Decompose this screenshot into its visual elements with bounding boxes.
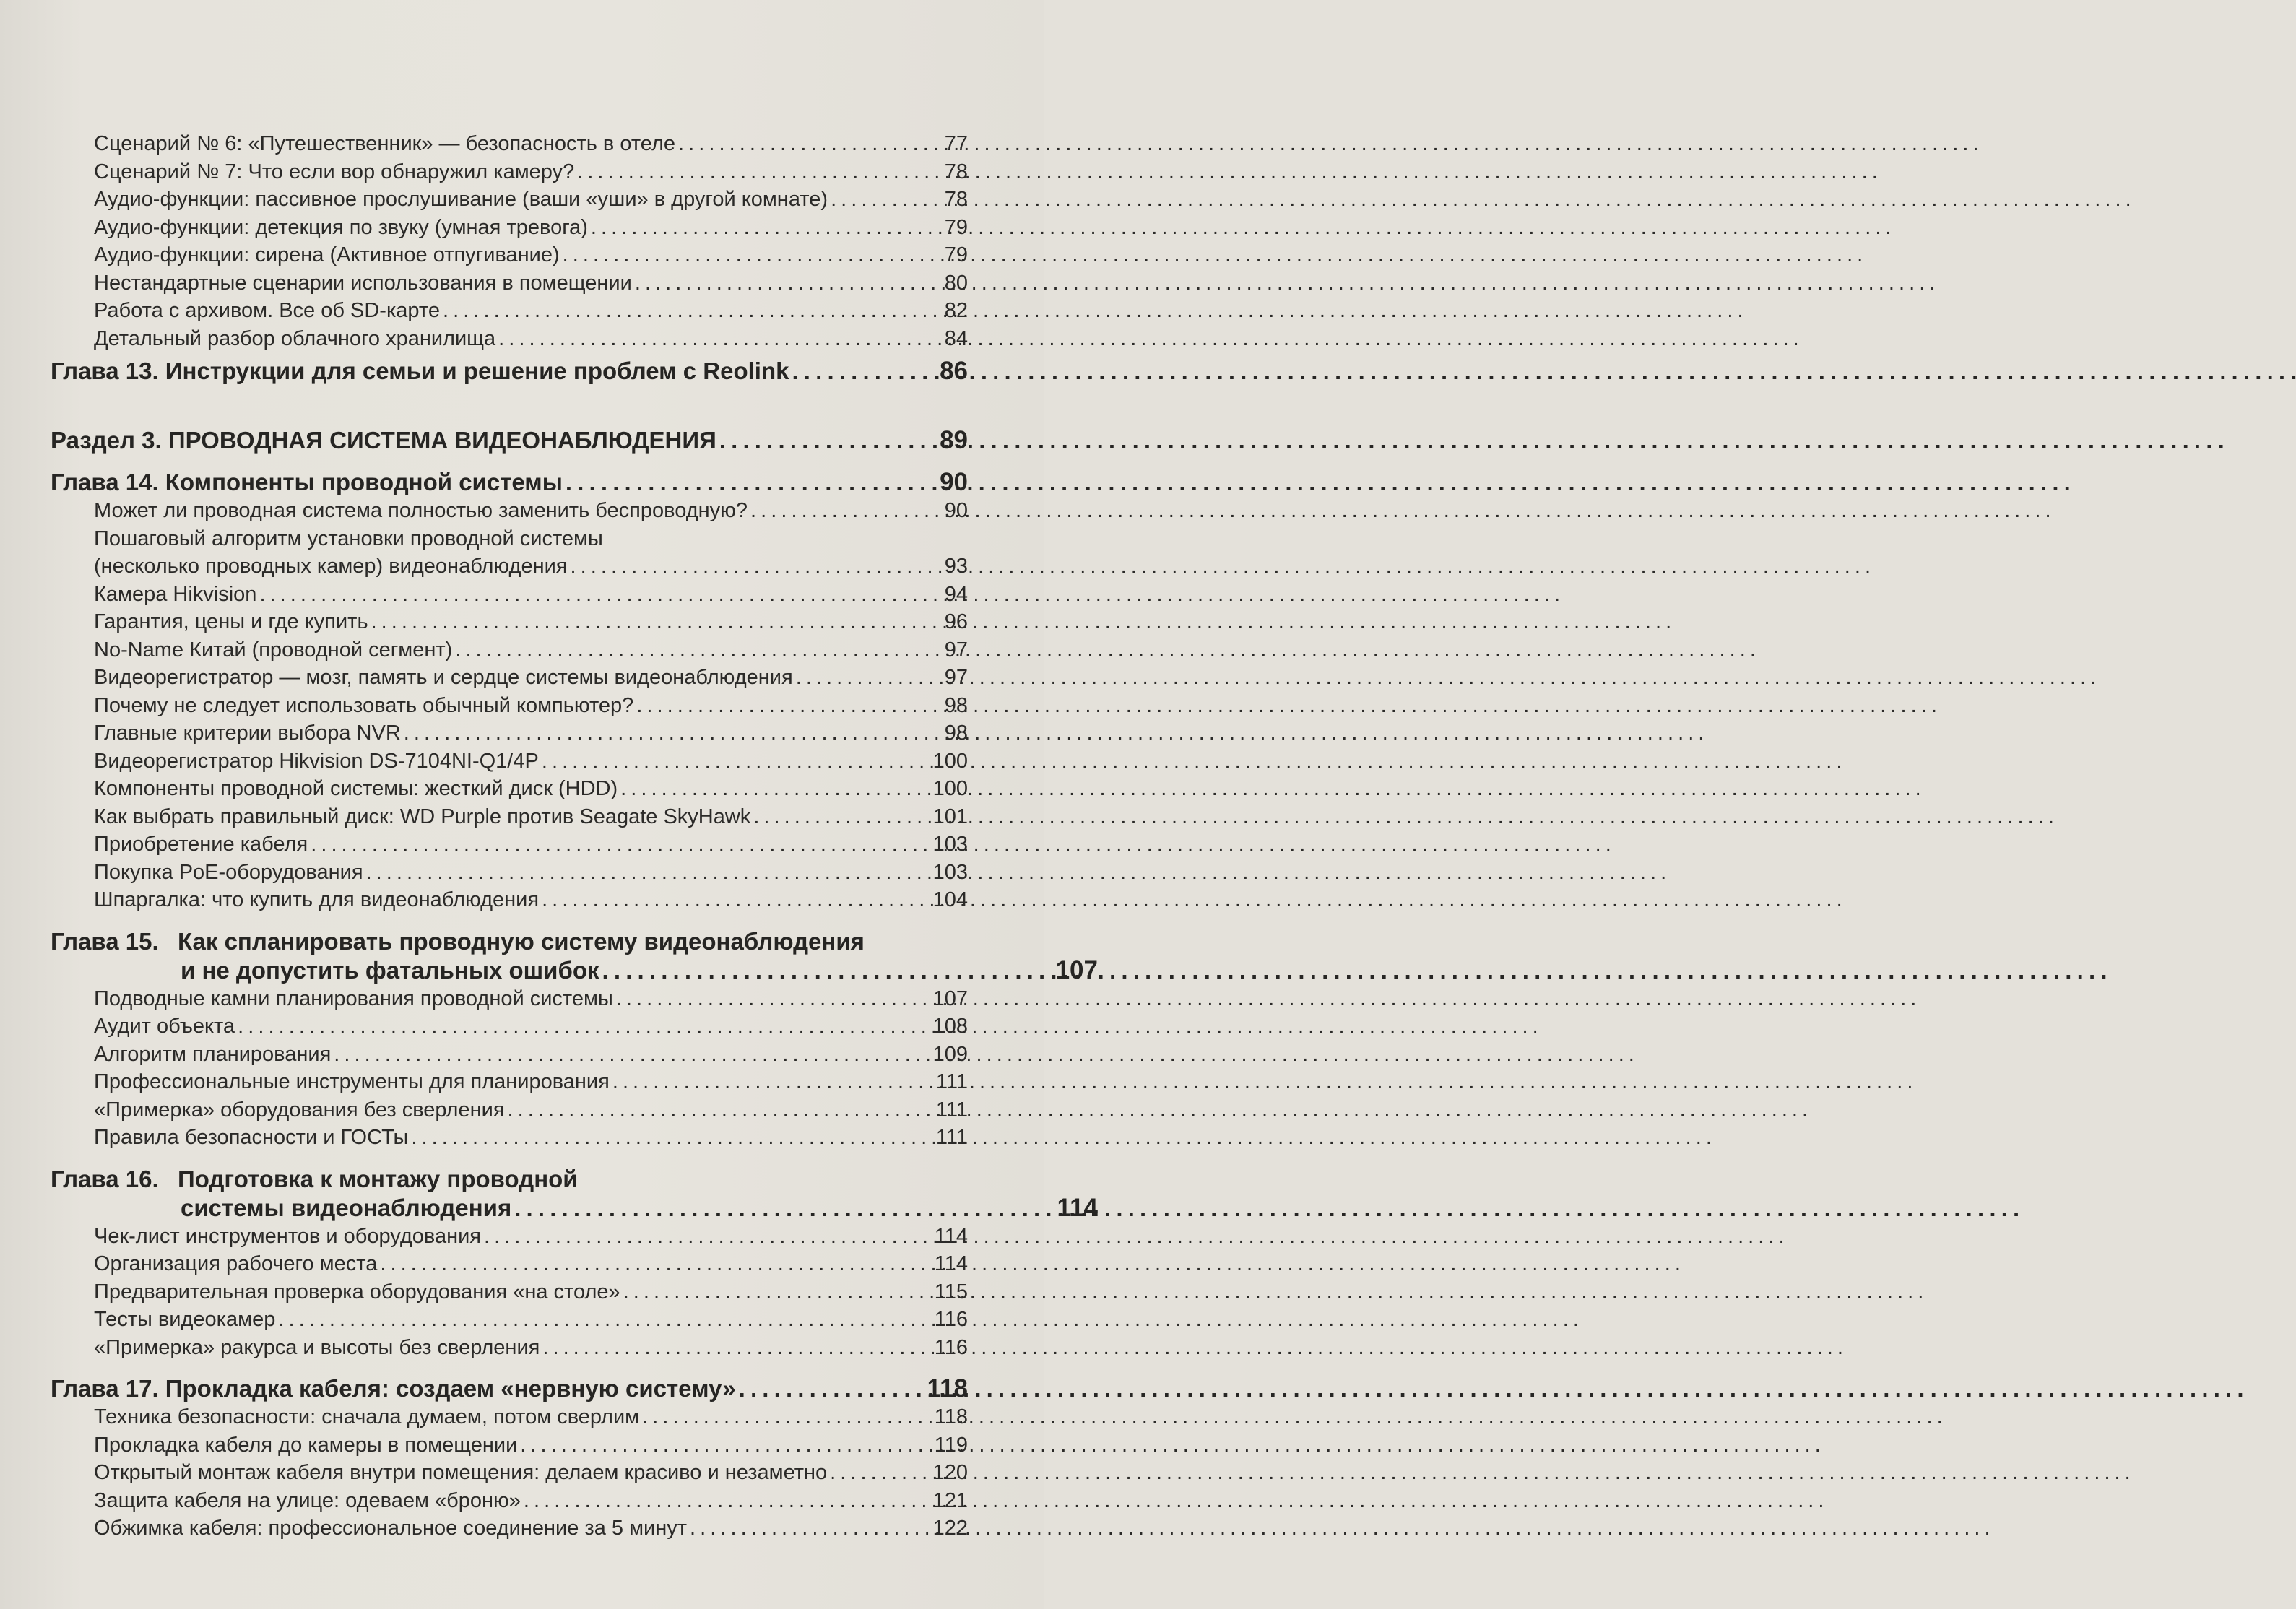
toc-item-title: Может ли проводная система полностью заменить беспроводную? [94,499,748,522]
toc-item [51,1487,968,1515]
dot-leader [616,985,929,1013]
toc-item-page: 104 [932,888,968,911]
toc-item-title: Аудио-функции: сирена (Активное отпугивание) [94,243,560,266]
chapter-page: 90 [940,468,968,496]
toc-item [51,1223,968,1251]
toc-item [51,803,968,831]
chapter-heading [51,1165,1098,1223]
toc-item-title: Гарантия, цены и где купить [94,610,368,633]
dot-leader [591,214,929,242]
dot-leader [278,1306,929,1334]
chapter-page: 114 [1057,1193,1098,1222]
toc-item [51,130,968,158]
dot-leader [690,1514,929,1543]
dot-leader [404,719,929,747]
toc-item-title: Защита кабеля на улице: одеваем «броню» [94,1488,521,1512]
toc-item-page: 79 [944,215,968,239]
toc-item [51,608,968,636]
chapter-title: Глава 13. Инструкции для семьи и решение проблем с Reolink [51,357,789,384]
toc-item [51,830,968,859]
toc-item-page: 96 [944,610,968,633]
dot-leader [311,830,929,859]
toc-item-page: 122 [932,1517,968,1540]
toc-item-page: 80 [944,271,968,295]
toc-item [51,886,968,914]
chapter-heading [51,357,968,386]
dot-leader [508,1096,929,1124]
toc-item-title: Прокладка кабеля до камеры в помещении [94,1433,518,1457]
toc-item-page: 90 [944,499,968,522]
toc-item-page: 103 [932,860,968,884]
dot-leader [443,297,929,325]
chapter-title-line1: Как спланировать проводную систему видеонаблюдения [178,927,865,955]
toc-item-page: 116 [934,1335,968,1359]
toc-item [51,1306,968,1334]
toc-item-page: 109 [932,1042,968,1066]
toc-item [51,158,968,186]
toc-item-title: Работа с архивом. Все об SD-карте [94,299,440,322]
chapter-title-line1: Подготовка к монтажу проводной [178,1165,578,1192]
toc-item [51,1041,968,1069]
dot-leader [411,1124,929,1152]
toc-item-page: 97 [944,666,968,689]
toc-item-title-line1: Пошаговый алгоритм установки проводной системы [94,526,603,550]
dot-leader [830,1459,929,1487]
dot-leader [792,357,929,386]
toc-item-page: 84 [944,326,968,350]
toc-item-title: Техника безопасности: сначала думаем, потом сверлим [94,1405,640,1428]
toc-item-title: Правила безопасности и ГОСТы [94,1126,409,1149]
toc-item-title: «Примерка» оборудования без сверления [94,1098,505,1122]
dot-leader [498,325,929,353]
toc-item-title: Аудит объекта [94,1015,235,1038]
toc-item-page: 78 [944,188,968,211]
dot-leader [371,608,929,636]
chapter-title-line2: системы видеонаблюдения [181,1194,512,1221]
toc-item-page: 100 [932,749,968,773]
toc-item [51,692,968,720]
toc-item-title: Аудио-функции: детекция по звуку (умная тревога) [94,215,588,239]
toc-item-page: 97 [944,638,968,662]
toc-item-title: Почему не следует использовать обычный компьютер? [94,693,634,717]
toc-item [51,1514,968,1543]
toc-item-page: 114 [934,1224,968,1248]
toc-item [51,719,968,747]
table-of-contents [51,130,1098,1543]
toc-item-title: Профессиональные инструменты для планирования [94,1070,610,1093]
toc-item-page: 77 [944,132,968,155]
dot-leader [831,186,929,214]
toc-item-page: 79 [944,243,968,266]
toc-item-page: 94 [944,582,968,606]
chapter-heading [51,1374,968,1403]
dot-leader [380,1250,929,1278]
toc-item [51,269,968,298]
dot-leader [753,803,929,831]
toc-item-title: Сценарий № 7: Что если вор обнаружил камеру? [94,160,575,183]
dot-leader [334,1041,929,1069]
toc-item-page: 100 [932,777,968,800]
toc-item-page: 111 [935,1098,968,1122]
toc-item [51,1250,968,1278]
toc-item-page: 108 [932,1015,968,1038]
dot-leader [678,130,929,158]
dot-leader [520,1431,929,1460]
toc-item-title: Обжимка кабеля: профессиональное соединение за 5 минут [94,1517,688,1540]
toc-item [51,1124,968,1152]
dot-leader [238,1012,929,1041]
dot-leader [602,956,1053,985]
toc-item-page: 111 [935,1070,968,1093]
toc-item [51,581,968,609]
chapter-label: Глава 16. [51,1165,159,1192]
toc-item [51,636,968,664]
toc-item-page: 107 [932,986,968,1010]
toc-item-title: Шпаргалка: что купить для видеонаблюдения [94,888,540,911]
toc-item [51,214,968,242]
toc-item [51,859,968,887]
chapter-heading [51,927,1098,985]
toc-item-title: Нестандартные сценарии использования в помещении [94,271,632,295]
dot-leader [563,241,929,269]
toc-item-page: 120 [932,1461,968,1484]
toc-item-page: 118 [934,1405,968,1428]
toc-item-page: 82 [944,299,968,322]
chapter-page: 118 [927,1374,968,1402]
toc-item-title: Детальный разбор облачного хранилища [94,326,496,350]
dot-leader [514,1194,1054,1223]
toc-item-title: «Примерка» ракурса и высоты без сверления [94,1335,540,1359]
toc-item [51,297,968,325]
chapter-title-line2: и не допустить фатальных ошибок [181,956,599,984]
toc-item [51,985,968,1013]
toc-item-page: 116 [934,1308,968,1331]
toc-item-title: Организация рабочего места [94,1252,378,1275]
toc-item-page: 78 [944,160,968,183]
toc-item-title: Предварительная проверка оборудования «на столе» [94,1280,620,1304]
toc-item [51,1459,968,1487]
dot-leader [524,1487,929,1515]
dot-leader [739,1374,924,1403]
toc-item-title: Компоненты проводной системы: жесткий диск (HDD) [94,777,618,800]
toc-item-title: Главные критерии выбора NVR [94,721,401,745]
toc-item [51,1403,968,1431]
dot-leader [636,692,929,720]
toc-item-page: 98 [944,721,968,745]
toc-item-title: Приобретение кабеля [94,833,308,856]
toc-item-title: Чек-лист инструментов и оборудования [94,1224,482,1248]
toc-item-page: 98 [944,693,968,717]
toc-item-title: Сценарий № 6: «Путешественник» — безопасность в отеле [94,132,676,155]
toc-item-page: 103 [932,833,968,856]
chapter-label: Глава 15. [51,927,159,955]
dot-leader [542,1334,929,1362]
toc-item-title: No-Name Китай (проводной сегмент) [94,638,453,662]
dot-leader [612,1068,929,1096]
section-heading [51,426,968,455]
toc-item [51,1012,968,1041]
toc-item-title: Тесты видеокамер [94,1308,276,1331]
dot-leader [259,581,929,609]
toc-item [51,747,968,776]
toc-item [51,1431,968,1460]
toc-item-page: 101 [932,804,968,828]
toc-item-title: Открытый монтаж кабеля внутри помещения: делаем красиво и незаметно [94,1461,828,1484]
toc-item [51,497,968,525]
dot-leader [796,664,929,692]
toc-item-title: Алгоритм планирования [94,1042,332,1066]
dot-leader [366,859,929,887]
dot-leader [542,886,929,914]
dot-leader [750,497,929,525]
section-title: Раздел 3. ПРОВОДНАЯ СИСТЕМА ВИДЕОНАБЛЮДЕНИЯ [51,427,716,454]
toc-item-page: 93 [944,555,968,578]
toc-item-title: Как выбрать правильный диск: WD Purple против Seagate SkyHawk [94,804,751,828]
toc-item-title: Видеорегистратор Hikvision DS-7104NI-Q1/4P [94,749,539,773]
toc-item-page: 115 [934,1280,968,1304]
toc-item-page: 121 [932,1488,968,1512]
toc-item [51,775,968,803]
toc-item [51,1334,968,1362]
toc-item [51,241,968,269]
toc-item [51,664,968,692]
chapter-heading [51,468,968,497]
dot-leader [623,1278,929,1306]
toc-item-title: Аудио-функции: пассивное прослушивание (ваши «уши» в другой комнате) [94,188,828,211]
toc-item-title: Подводные камни планирования проводной системы [94,986,613,1010]
toc-item [51,325,968,353]
toc-item [51,1068,968,1096]
chapter-title: Глава 17. Прокладка кабеля: создаем «нервную систему» [51,1375,736,1402]
toc-item-title: Камера Hikvision [94,582,257,606]
toc-item-page: 119 [934,1433,968,1457]
dot-leader [719,426,929,455]
toc-item-title: Покупка PoE-оборудования [94,860,363,884]
toc-item [51,186,968,214]
chapter-page: 86 [940,357,968,385]
section-page: 89 [940,426,968,454]
dot-leader [571,552,929,581]
dot-leader [455,636,929,664]
chapter-page: 107 [1055,955,1098,984]
dot-leader [635,269,929,298]
toc-item-title-line2: (несколько проводных камер) видеонаблюдения [94,555,568,578]
toc-item-multiline [51,525,968,581]
dot-leader [642,1403,929,1431]
dot-leader [566,468,929,497]
dot-leader [542,747,929,776]
toc-item-page: 114 [934,1252,968,1275]
toc-item-title: Видеорегистратор — мозг, память и сердце системы видеонаблюдения [94,666,793,689]
dot-leader [577,158,929,186]
toc-item-page: 111 [935,1126,968,1149]
chapter-title: Глава 14. Компоненты проводной системы [51,469,563,495]
toc-item [51,1096,968,1124]
book-page [0,0,1098,1609]
dot-leader [484,1223,929,1251]
dot-leader [620,775,929,803]
toc-item [51,1278,968,1306]
